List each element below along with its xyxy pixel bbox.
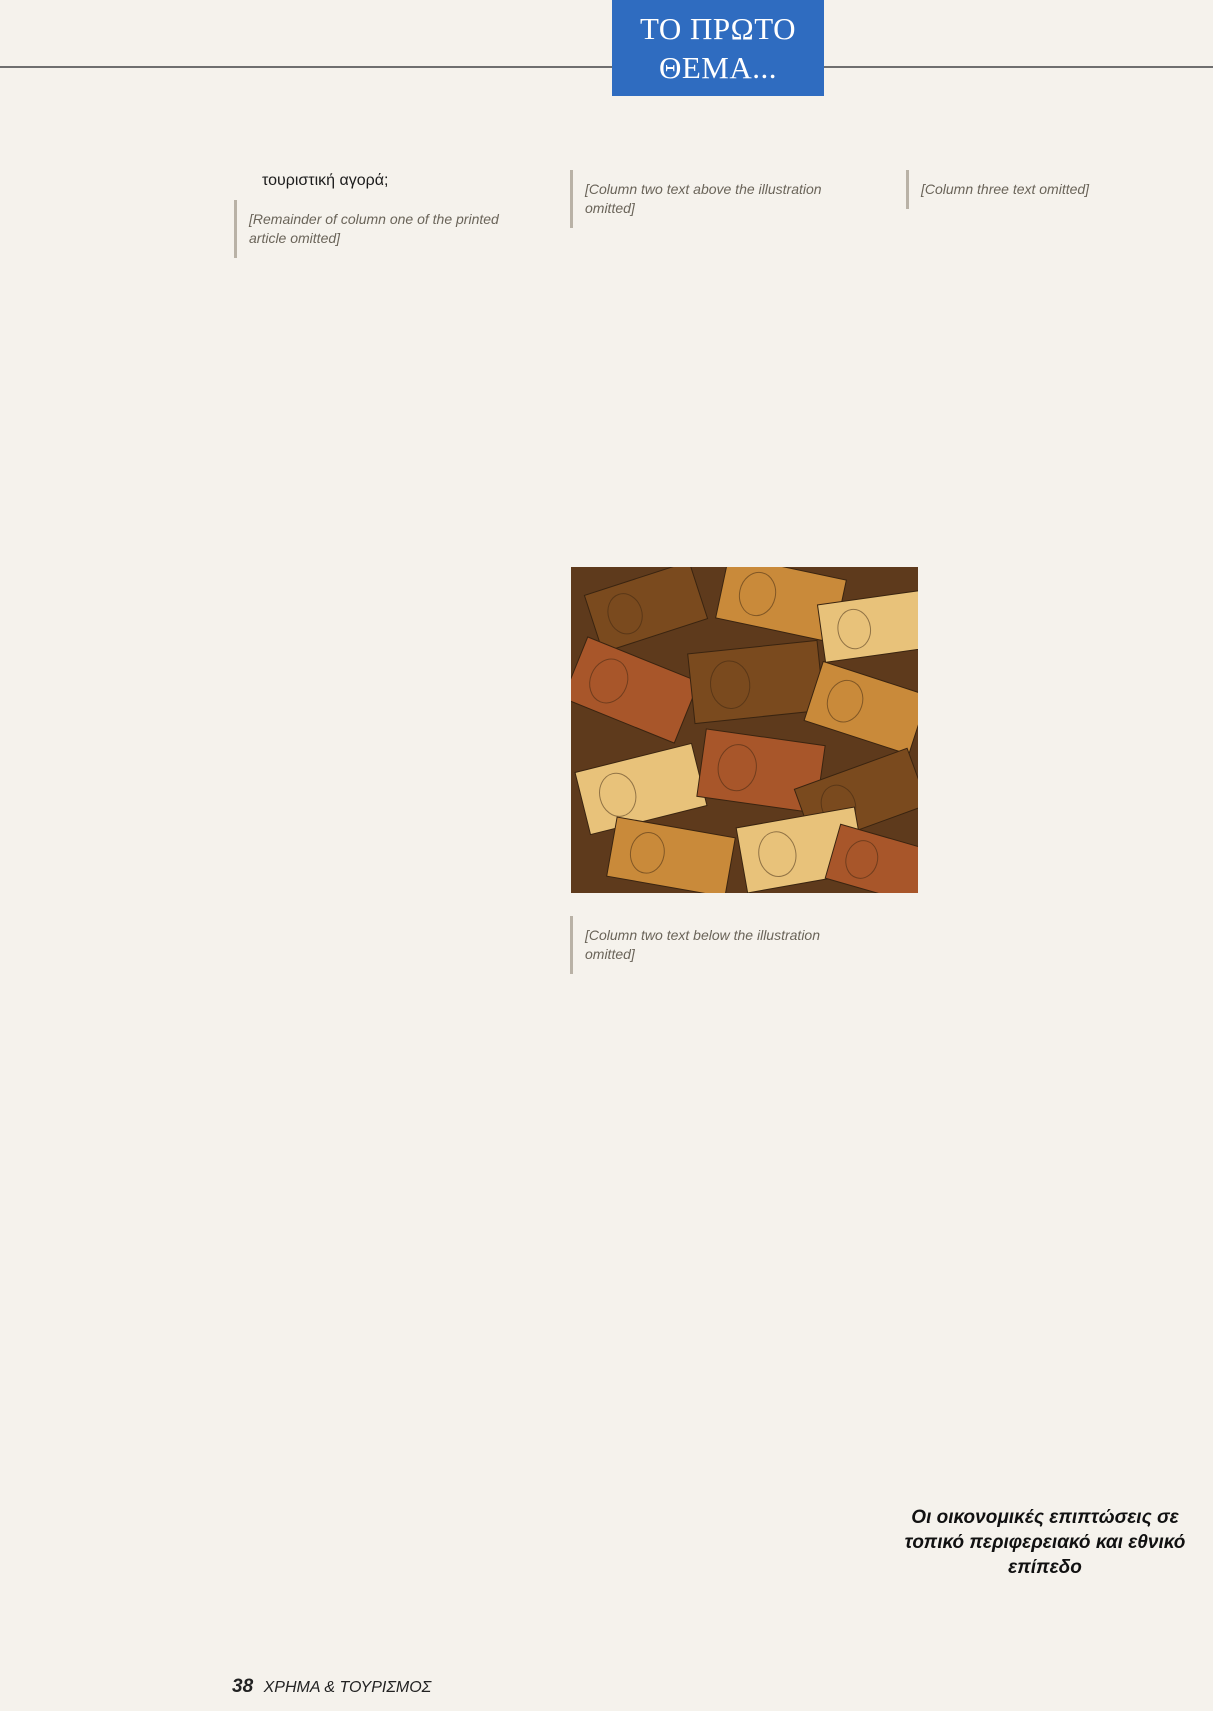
article-column-3 [906,170,1196,223]
omitted-text-note: [Remainder of column one of the printed article omitted] [234,200,526,258]
article-column-2-top [570,170,860,242]
article-column-2-bottom [570,916,860,988]
section-tab-line-1: ΤΟ ΠΡΩΤΟ [640,11,796,46]
section-tab [612,0,824,96]
banknotes-collage-icon [571,567,918,893]
page-number: 38 [232,1676,254,1697]
section-subheading: Οι οικονομικές επιπτώσεις σε τοπικό περιφερειακό και εθνικό επίπεδο [904,1507,1186,1578]
page-folio [232,1676,431,1698]
section-tab-line-2: ΘΕΜΑ... [658,50,778,85]
omitted-text-note: [Column two text above the illustration omitted] [570,170,860,228]
omitted-text-note: [Column two text below the illustration omitted] [570,916,860,974]
article-opening-line: τουριστική αγορά; [262,172,389,189]
omitted-text-note: [Column three text omitted] [906,170,1196,209]
header-rule [0,66,1213,68]
article-column-1 [234,170,526,272]
publication-name: ΧΡΗΜΑ & ΤΟΥΡΙΣΜΟΣ [263,1679,432,1696]
